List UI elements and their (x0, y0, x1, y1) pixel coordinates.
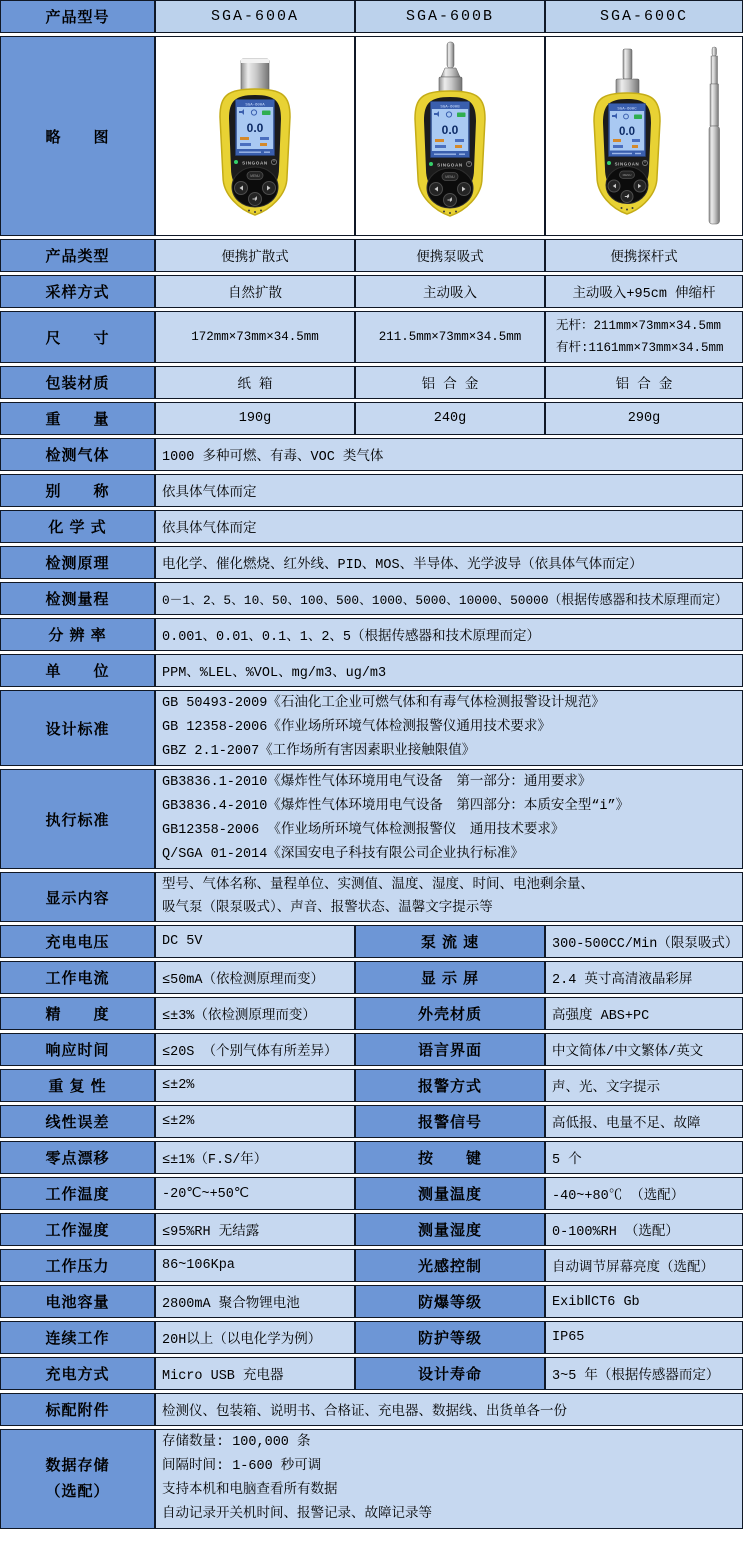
table-row (0, 36, 743, 236)
model-name-a: SGA-600A (155, 0, 355, 33)
row-label-exec-standard: 执行标准 (0, 769, 155, 869)
table-row (0, 1033, 743, 1066)
charge-method-value: Micro USB 充电器 (155, 1357, 355, 1390)
row-label-units: 单 位 (0, 654, 155, 687)
charge-voltage-value: DC 5V (155, 925, 355, 958)
svg-text:MENU: MENU (622, 173, 632, 177)
exec-standard-line: Q/SGA 01-2014《深国安电子科技有限公司企业执行标准》 (162, 847, 524, 862)
table-row (0, 1105, 743, 1138)
data-storage-label-line1: 数据存储 (45, 1457, 110, 1474)
row-label-data-storage (0, 1429, 155, 1529)
design-standard-line: GB 50493-2009《石油化工企业可燃气体和有毒气体检测报警设计规范》 (162, 696, 605, 711)
row-label-range: 检测量程 (0, 582, 155, 615)
table-row (0, 1069, 743, 1102)
screen-title: SGA-600A (245, 103, 265, 108)
table-row (0, 402, 743, 435)
product-photo-sga-600b (357, 37, 543, 235)
battery-capacity-value: 2800mA 聚合物锂电池 (155, 1285, 355, 1318)
row-label-charge-voltage: 充电电压 (0, 925, 155, 958)
row-label-gases: 检测气体 (0, 438, 155, 471)
dimensions-c-no-rod: 无杆：211mm×73mm×34.5mm (556, 319, 722, 333)
row-label-protection-grade: 防护等级 (355, 1321, 545, 1354)
row-label-design-standard: 设计标准 (0, 690, 155, 766)
data-storage-line: 支持本机和电脑查看所有数据 (162, 1483, 338, 1498)
display-content-line: 吸气泵（限泵吸式）、声音、报警状态、温馨文字提示等 (162, 901, 493, 916)
gases-value: 1000 多种可燃、有毒、VOC 类气体 (155, 438, 743, 471)
model-name-c: SGA-600C (545, 0, 743, 33)
brand-logo: SINGOAN (614, 161, 640, 167)
row-label-design-life: 设计寿命 (355, 1357, 545, 1390)
screen-title: SGA-600C (617, 107, 637, 112)
resolution-value: 0.001、0.01、0.1、1、2、5（根据传感器和技术原理而定） (155, 618, 743, 651)
table-row (0, 275, 743, 308)
formula-value: 依具体气体而定 (155, 510, 743, 543)
row-label-linearity-error: 线性误差 (0, 1105, 155, 1138)
data-storage-line: 自动记录开关机时间、报警记录、故障记录等 (162, 1507, 432, 1522)
pump-rate-value: 300-500CC/Min（限泵吸式） (545, 925, 743, 958)
row-label-resolution: 分 辨 率 (0, 618, 155, 651)
battery-icon (634, 115, 642, 120)
device-screen (236, 100, 274, 155)
telescopic-rod (709, 47, 720, 224)
table-row (0, 1321, 743, 1354)
row-label-measure-humidity: 测量湿度 (355, 1213, 545, 1246)
device-dpad (232, 167, 278, 207)
repeatability-value: ≤±2% (155, 1069, 355, 1102)
table-row (0, 1213, 743, 1246)
alarm-mode-value: 声、光、文字提示 (545, 1069, 743, 1102)
battery-icon (457, 113, 466, 118)
table-row (0, 872, 743, 922)
row-label-sampling: 采样方式 (0, 275, 155, 308)
row-label-alias: 别 称 (0, 474, 155, 507)
response-time-value: ≤20S （个别气体有所差异） (155, 1033, 355, 1066)
row-label-measure-temp: 测量温度 (355, 1177, 545, 1210)
principle-value: 电化学、催化燃烧、红外线、PID、MOS、半导体、光学波导（依具体气体而定） (155, 546, 743, 579)
status-led (429, 162, 433, 166)
display-content-value (155, 872, 743, 922)
product-photo-sga-600c (546, 37, 742, 235)
continuous-work-value: 20H以上（以电化学为例） (155, 1321, 355, 1354)
table-row (0, 769, 743, 869)
row-label-dimensions: 尺 寸 (0, 311, 155, 363)
table-row (0, 311, 743, 363)
accuracy-value: ≤±3%（依检测原理而变） (155, 997, 355, 1030)
working-pressure-value: 86~106Kpa (155, 1249, 355, 1282)
weight-a: 190g (155, 402, 355, 435)
row-label-shell-material: 外壳材质 (355, 997, 545, 1030)
screen-reading: 0.0 (441, 123, 459, 137)
brand-logo: SINGOAN (437, 162, 463, 168)
row-label-explosion-proof: 防爆等级 (355, 1285, 545, 1318)
svg-text:MENU: MENU (250, 174, 260, 178)
dimensions-b: 211.5mm×73mm×34.5mm (355, 311, 545, 363)
measure-humidity-value: 0-100%RH （选配） (545, 1213, 743, 1246)
row-label-working-humidity: 工作湿度 (0, 1213, 155, 1246)
row-label-pump-rate: 泵 流 速 (355, 925, 545, 958)
screen-reading: 0.0 (619, 126, 635, 138)
packaging-c: 铝 合 金 (545, 366, 743, 399)
design-standard-line: GB 12358-2006《作业场所环境气体检测报警仪通用技术要求》 (162, 720, 551, 735)
row-label-repeatability: 重 复 性 (0, 1069, 155, 1102)
table-row (0, 1141, 743, 1174)
row-label-buttons: 按 键 (355, 1141, 545, 1174)
table-row (0, 1285, 743, 1318)
status-led (234, 160, 238, 164)
device-dpad (427, 168, 473, 208)
row-label-sketch: 略 图 (0, 36, 155, 236)
status-led (607, 161, 611, 165)
accessories-value: 检测仪、包装箱、说明书、合格证、充电器、数据线、出货单各一份 (155, 1393, 743, 1426)
row-label-working-temp: 工作温度 (0, 1177, 155, 1210)
sensor-cap (241, 59, 269, 91)
row-label-display-screen: 显 示 屏 (355, 961, 545, 994)
row-label-model: 产品型号 (0, 0, 155, 33)
row-label-battery-capacity: 电池容量 (0, 1285, 155, 1318)
product-type-b: 便携泵吸式 (355, 239, 545, 272)
alias-value: 依具体气体而定 (155, 474, 743, 507)
packaging-a: 纸 箱 (155, 366, 355, 399)
device-dpad (606, 167, 648, 204)
table-row (0, 239, 743, 272)
working-current-value: ≤50mA（依检测原理而变） (155, 961, 355, 994)
working-temp-value: -20℃~+50℃ (155, 1177, 355, 1210)
table-row (0, 366, 743, 399)
row-label-display-content: 显示内容 (0, 872, 155, 922)
table-row (0, 0, 743, 33)
dimensions-c-with-rod: 有杆:1161mm×73mm×34.5mm (556, 341, 724, 355)
zero-drift-value: ≤±1%（F.S/年） (155, 1141, 355, 1174)
table-row (0, 438, 743, 471)
row-label-alarm-mode: 报警方式 (355, 1069, 545, 1102)
row-label-language: 语言界面 (355, 1033, 545, 1066)
data-storage-line: 存储数量: 100,000 条 (162, 1435, 311, 1450)
table-row (0, 997, 743, 1030)
row-label-product-type: 产品类型 (0, 239, 155, 272)
row-label-accessories: 标配附件 (0, 1393, 155, 1426)
row-label-formula: 化 学 式 (0, 510, 155, 543)
data-storage-label-line2: （选配） (45, 1483, 110, 1500)
shell-material-value: 高强度 ABS+PC (545, 997, 743, 1030)
units-value: PPM、%LEL、%VOL、mg/m3、ug/m3 (155, 654, 743, 687)
table-row (0, 1249, 743, 1282)
screen-title: SGA-600B (440, 105, 460, 110)
exec-standard-line: GB3836.1-2010《爆炸性气体环境用电气设备 第一部分：通用要求》 (162, 775, 592, 790)
dimensions-c (545, 311, 743, 363)
table-row (0, 582, 743, 615)
table-row (0, 654, 743, 687)
svg-text:MENU: MENU (445, 175, 455, 179)
row-label-accuracy: 精 度 (0, 997, 155, 1030)
linearity-error-value: ≤±2% (155, 1105, 355, 1138)
model-name-b: SGA-600B (355, 0, 545, 33)
device-screen (431, 102, 469, 157)
buttons-value: 5 个 (545, 1141, 743, 1174)
weight-b: 240g (355, 402, 545, 435)
table-row (0, 510, 743, 543)
row-label-weight: 重 量 (0, 402, 155, 435)
row-label-light-control: 光感控制 (355, 1249, 545, 1282)
product-photo-sga-600a (157, 37, 353, 235)
table-row (0, 690, 743, 766)
row-label-principle: 检测原理 (0, 546, 155, 579)
sampling-a: 自然扩散 (155, 275, 355, 308)
table-row (0, 961, 743, 994)
light-control-value: 自动调节屏幕亮度（选配） (545, 1249, 743, 1282)
data-storage-value (155, 1429, 743, 1529)
display-content-line: 型号、气体名称、量程单位、实测值、温度、湿度、时间、电池剩余量、 (162, 878, 594, 893)
row-label-charge-method: 充电方式 (0, 1357, 155, 1390)
sampling-b: 主动吸入 (355, 275, 545, 308)
data-storage-line: 间隔时间: 1-600 秒可调 (162, 1459, 322, 1474)
weight-c: 290g (545, 402, 743, 435)
measure-temp-value: -40~+80℃ （选配） (545, 1177, 743, 1210)
working-humidity-value: ≤95%RH 无结露 (155, 1213, 355, 1246)
table-row (0, 618, 743, 651)
photo-cell-b (355, 36, 545, 236)
screen-reading: 0.0 (246, 121, 264, 135)
table-row (0, 1357, 743, 1390)
photo-cell-c (545, 36, 743, 236)
row-label-zero-drift: 零点漂移 (0, 1141, 155, 1174)
dimensions-a: 172mm×73mm×34.5mm (155, 311, 355, 363)
design-standard-value (155, 690, 743, 766)
design-standard-line: GBZ 2.1-2007《工作场所有害因素职业接触限值》 (162, 744, 476, 759)
device-screen (609, 104, 645, 156)
row-label-alarm-signal: 报警信号 (355, 1105, 545, 1138)
table-row (0, 1429, 743, 1529)
explosion-proof-value: ExibⅡCT6 Gb (545, 1285, 743, 1318)
sampling-c: 主动吸入+95cm 伸缩杆 (545, 275, 743, 308)
row-label-working-current: 工作电流 (0, 961, 155, 994)
display-screen-value: 2.4 英寸高清液晶彩屏 (545, 961, 743, 994)
row-label-response-time: 响应时间 (0, 1033, 155, 1066)
photo-cell-a (155, 36, 355, 236)
table-row (0, 474, 743, 507)
row-label-continuous-work: 连续工作 (0, 1321, 155, 1354)
product-type-c: 便携探杆式 (545, 239, 743, 272)
alarm-signal-value: 高低报、电量不足、故障 (545, 1105, 743, 1138)
exec-standard-value (155, 769, 743, 869)
pump-probe (447, 42, 454, 68)
product-type-a: 便携扩散式 (155, 239, 355, 272)
sensor-cap (439, 77, 462, 92)
table-row (0, 546, 743, 579)
row-label-working-pressure: 工作压力 (0, 1249, 155, 1282)
protection-grade-value: IP65 (545, 1321, 743, 1354)
packaging-b: 铝 合 金 (355, 366, 545, 399)
table-row (0, 1393, 743, 1426)
battery-icon (262, 111, 271, 116)
inlet-tube (623, 49, 632, 79)
table-row (0, 1177, 743, 1210)
language-value: 中文简体/中文繁体/英文 (545, 1033, 743, 1066)
table-row (0, 925, 743, 958)
range-value: 0－1、2、5、10、50、100、500、1000、5000、10000、50000（根据传感器和技术原理而定） (155, 582, 743, 615)
brand-logo: SINGOAN (242, 160, 268, 166)
design-life-value: 3~5 年（根据传感器而定） (545, 1357, 743, 1390)
row-label-packaging: 包装材质 (0, 366, 155, 399)
exec-standard-line: GB3836.4-2010《爆炸性气体环境用电气设备 第四部分：本质安全型“i”》 (162, 799, 630, 814)
exec-standard-line: GB12358-2006 《作业场所环境气体检测报警仪 通用技术要求》 (162, 823, 565, 838)
